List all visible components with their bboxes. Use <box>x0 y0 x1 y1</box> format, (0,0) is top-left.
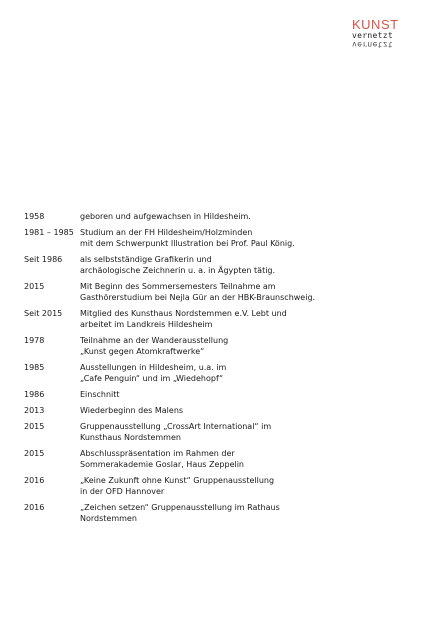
cv-entry <box>24 502 404 524</box>
cv-entry-year: 1978 <box>24 336 45 345</box>
cv-entry <box>24 308 404 330</box>
cv-entry-description <box>80 362 404 384</box>
cv-entry-line: „Cafe Penguin“ und im „Wiedehopf“ <box>80 374 224 383</box>
logo-subtitle: vernetzt <box>352 31 393 40</box>
cv-entry-line: archäologische Zeichnerin u. a. in Ägypten tätig. <box>80 266 276 275</box>
cv-entry-description <box>80 475 404 497</box>
cv-entry-line: mit dem Schwerpunkt Illustration bei Prof. Paul König. <box>80 239 295 248</box>
cv-entry-line: „Keine Zukunft ohne Kunst“ Gruppenausstellung <box>80 476 275 485</box>
cv-entry-line: Wiederbeginn des Malens <box>80 406 184 415</box>
cv-entry-line: Gasthörerstudium bei Nejla Gür an der HBK-Braunschweig. <box>80 293 316 302</box>
cv-entry-description <box>80 308 404 330</box>
cv-entry-line: Kunsthaus Nordstemmen <box>80 433 181 442</box>
cv-entry-line: Mit Beginn des Sommersemesters Teilnahme am <box>80 282 276 291</box>
cv-entry-line: Einschnitt <box>80 390 120 399</box>
cv-entry-line: in der OFD Hannover <box>80 487 165 496</box>
cv-entry-description <box>80 211 404 222</box>
cv-entry-line: Abschlusspräsentation im Rahmen der <box>80 449 235 458</box>
cv-entry-description <box>80 335 404 357</box>
cv-entry <box>24 335 404 357</box>
cv-entry-year: 2013 <box>24 406 45 415</box>
cv-timeline <box>24 211 404 529</box>
cv-entry-year: 1981 – 1985 <box>24 228 74 237</box>
cv-entry-line: arbeitet im Landkreis Hildesheim <box>80 320 213 329</box>
cv-entry <box>24 281 404 303</box>
cv-entry-line: Mitglied des Kunsthaus Nordstemmen e.V. Lebt und <box>80 309 287 318</box>
logo-title: KUNST <box>352 17 399 32</box>
cv-entry-year: 1958 <box>24 212 45 221</box>
cv-entry-description <box>80 421 404 443</box>
cv-entry-year: 1985 <box>24 363 45 372</box>
cv-entry-line: Ausstellungen in Hildesheim, u.a. im <box>80 363 227 372</box>
cv-entry-description <box>80 227 404 249</box>
cv-entry <box>24 421 404 443</box>
cv-entry <box>24 448 404 470</box>
cv-entry-line: geboren und aufgewachsen in Hildesheim. <box>80 212 251 221</box>
cv-entry-year: Seit 1986 <box>24 255 63 264</box>
cv-entry-line: „Zeichen setzen“ Gruppenausstellung im Rathaus <box>80 503 280 512</box>
cv-entry <box>24 389 404 400</box>
cv-entry-year: 2016 <box>24 476 45 485</box>
cv-entry-line: als selbstständige Grafikerin und <box>80 255 212 264</box>
logo-subtitle-mirror: vernetzt <box>352 40 393 49</box>
cv-entry <box>24 211 404 222</box>
cv-entry-year: 2016 <box>24 503 45 512</box>
cv-entry-year: 2015 <box>24 422 45 431</box>
cv-entry-line: Studium an der FH Hildesheim/Holzminden <box>80 228 253 237</box>
cv-entry-line: Nordstemmen <box>80 514 137 523</box>
kunst-vernetzt-logo <box>352 18 416 48</box>
cv-entry <box>24 405 404 416</box>
cv-entry-year: 2015 <box>24 282 45 291</box>
cv-entry-line: Teilnahme an der Wanderausstellung <box>80 336 229 345</box>
cv-entry <box>24 362 404 384</box>
cv-entry-description <box>80 389 404 400</box>
cv-entry-line: Gruppenausstellung „CrossArt International“ im <box>80 422 272 431</box>
cv-entry <box>24 475 404 497</box>
cv-entry-description <box>80 281 404 303</box>
cv-entry-description <box>80 254 404 276</box>
cv-entry-year: Seit 2015 <box>24 309 63 318</box>
cv-entry-year: 2015 <box>24 449 45 458</box>
cv-entry-description <box>80 502 404 524</box>
cv-entry-description <box>80 405 404 416</box>
cv-entry-year: 1986 <box>24 390 45 399</box>
cv-entry-line: Sommerakademie Goslar, Haus Zeppelin <box>80 460 245 469</box>
cv-entry <box>24 227 404 249</box>
cv-entry-description <box>80 448 404 470</box>
cv-entry <box>24 254 404 276</box>
cv-entry-line: „Kunst gegen Atomkraftwerke“ <box>80 347 205 356</box>
